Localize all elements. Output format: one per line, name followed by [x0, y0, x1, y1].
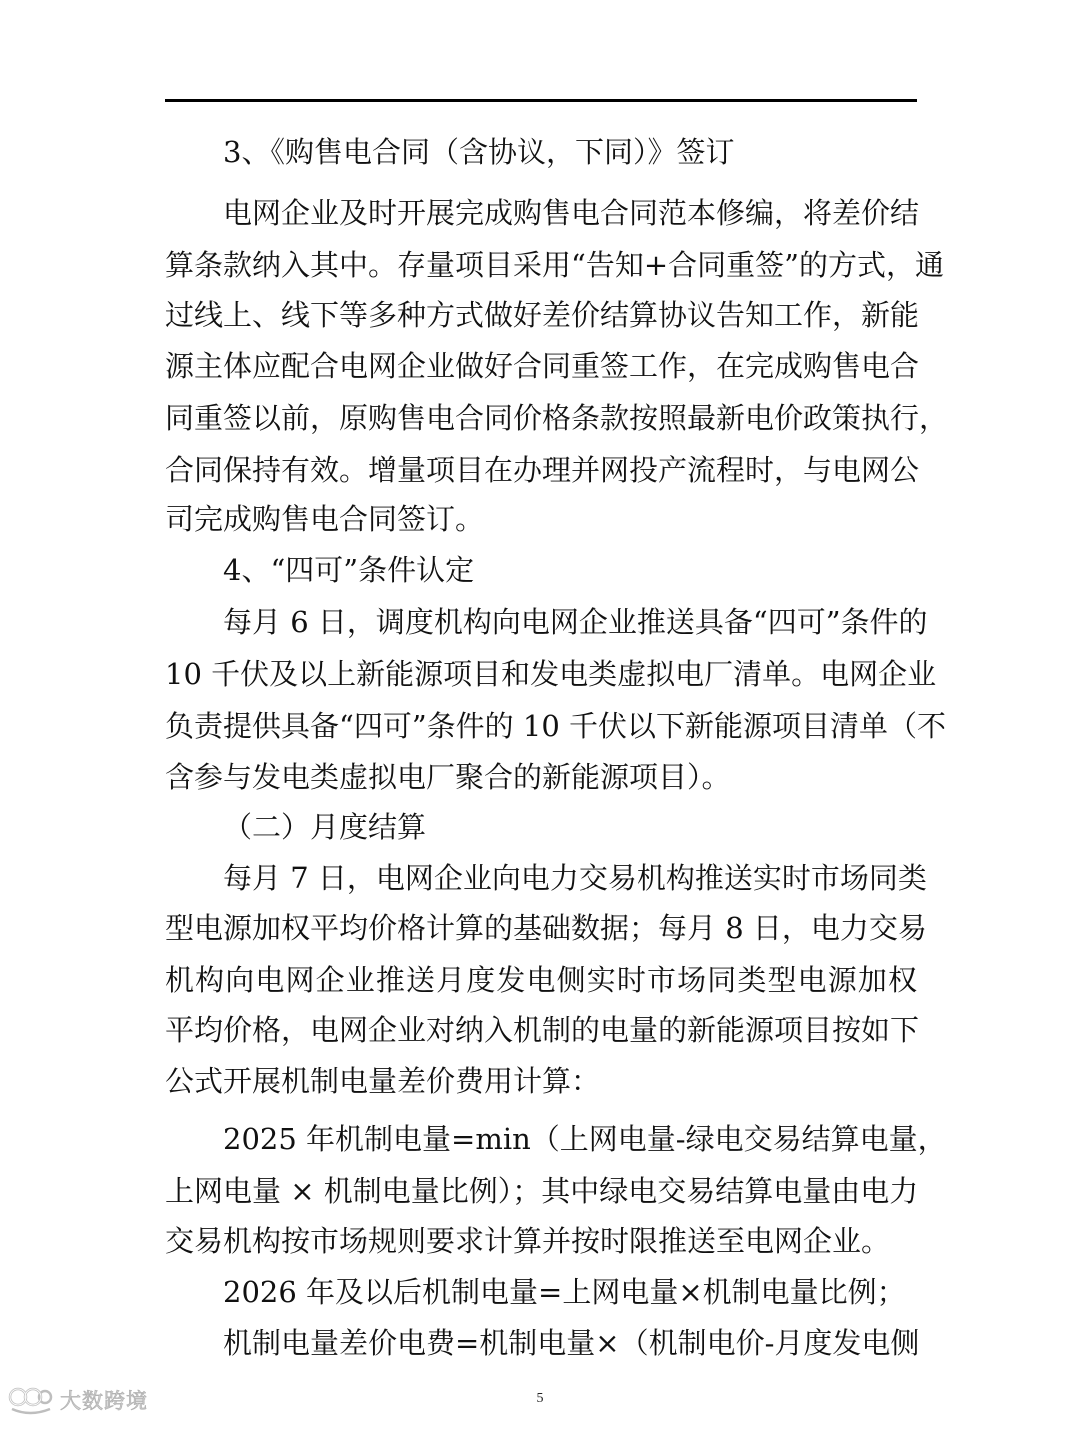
section-heading: 3、《购售电合同（含协议，下同）》签订	[223, 135, 735, 169]
section-heading: 4、“四可”条件认定	[223, 553, 475, 587]
paragraph-line: 算条款纳入其中。存量项目采用“告知+合同重签”的方式，通	[165, 248, 944, 282]
paragraph-line: 公式开展机制电量差价费用计算：	[165, 1064, 601, 1098]
paragraph-line: 含参与发电类虚拟电厂聚合的新能源项目）。	[165, 760, 731, 794]
formula-line: 机制电量差价电费=机制电量×（机制电价-月度发电侧	[223, 1326, 920, 1360]
paragraph-line: 每月 6 日，调度机构向电网企业推送具备“四可”条件的	[223, 605, 928, 639]
paragraph-line: 交易机构按市场规则要求计算并按时限推送至电网企业。	[165, 1224, 891, 1258]
formula-line: 2025 年机制电量=min（上网电量-绿电交易结算电量，	[223, 1122, 947, 1156]
paragraph-line: 负责提供具备“四可”条件的 10 千伏以下新能源项目清单（不	[165, 709, 946, 743]
watermark	[8, 1383, 148, 1417]
formula-line: 上网电量 × 机制电量比例）；其中绿电交易结算电量由电力	[165, 1174, 919, 1208]
paragraph-line: 10 千伏及以上新能源项目和发电类虚拟电厂清单。电网企业	[165, 657, 937, 691]
formula-line: 2026 年及以后机制电量=上网电量×机制电量比例；	[223, 1275, 906, 1309]
watermark-text: 大数跨境	[60, 1389, 148, 1413]
paragraph-line: 型电源加权平均价格计算的基础数据；每月 8 日，电力交易	[165, 911, 927, 945]
paragraph-line: 司完成购售电合同签订。	[165, 502, 485, 536]
paragraph-line: 合同保持有效。增量项目在办理并网投产流程时，与电网公	[165, 453, 920, 487]
section-heading: （二）月度结算	[223, 810, 427, 844]
paragraph-line: 平均价格，电网企业对纳入机制的电量的新能源项目按如下	[165, 1013, 920, 1047]
watermark-logo-icon	[8, 1383, 54, 1417]
paragraph-line: 每月 7 日，电网企业向电力交易机构推送实时市场同类	[223, 861, 927, 895]
paragraph-line: 源主体应配合电网企业做好合同重签工作，在完成购售电合	[165, 349, 920, 383]
header-rule	[165, 99, 917, 102]
paragraph-line: 机构向电网企业推送月度发电侧实时市场同类型电源加权	[165, 963, 917, 997]
page-number: 5	[536, 1391, 544, 1406]
paragraph-line: 电网企业及时开展完成购售电合同范本修编，将差价结	[223, 196, 920, 230]
paragraph-line: 同重签以前，原购售电合同价格条款按照最新电价政策执行，	[165, 401, 949, 435]
paragraph-line: 过线上、线下等多种方式做好差价结算协议告知工作，新能	[165, 298, 920, 332]
